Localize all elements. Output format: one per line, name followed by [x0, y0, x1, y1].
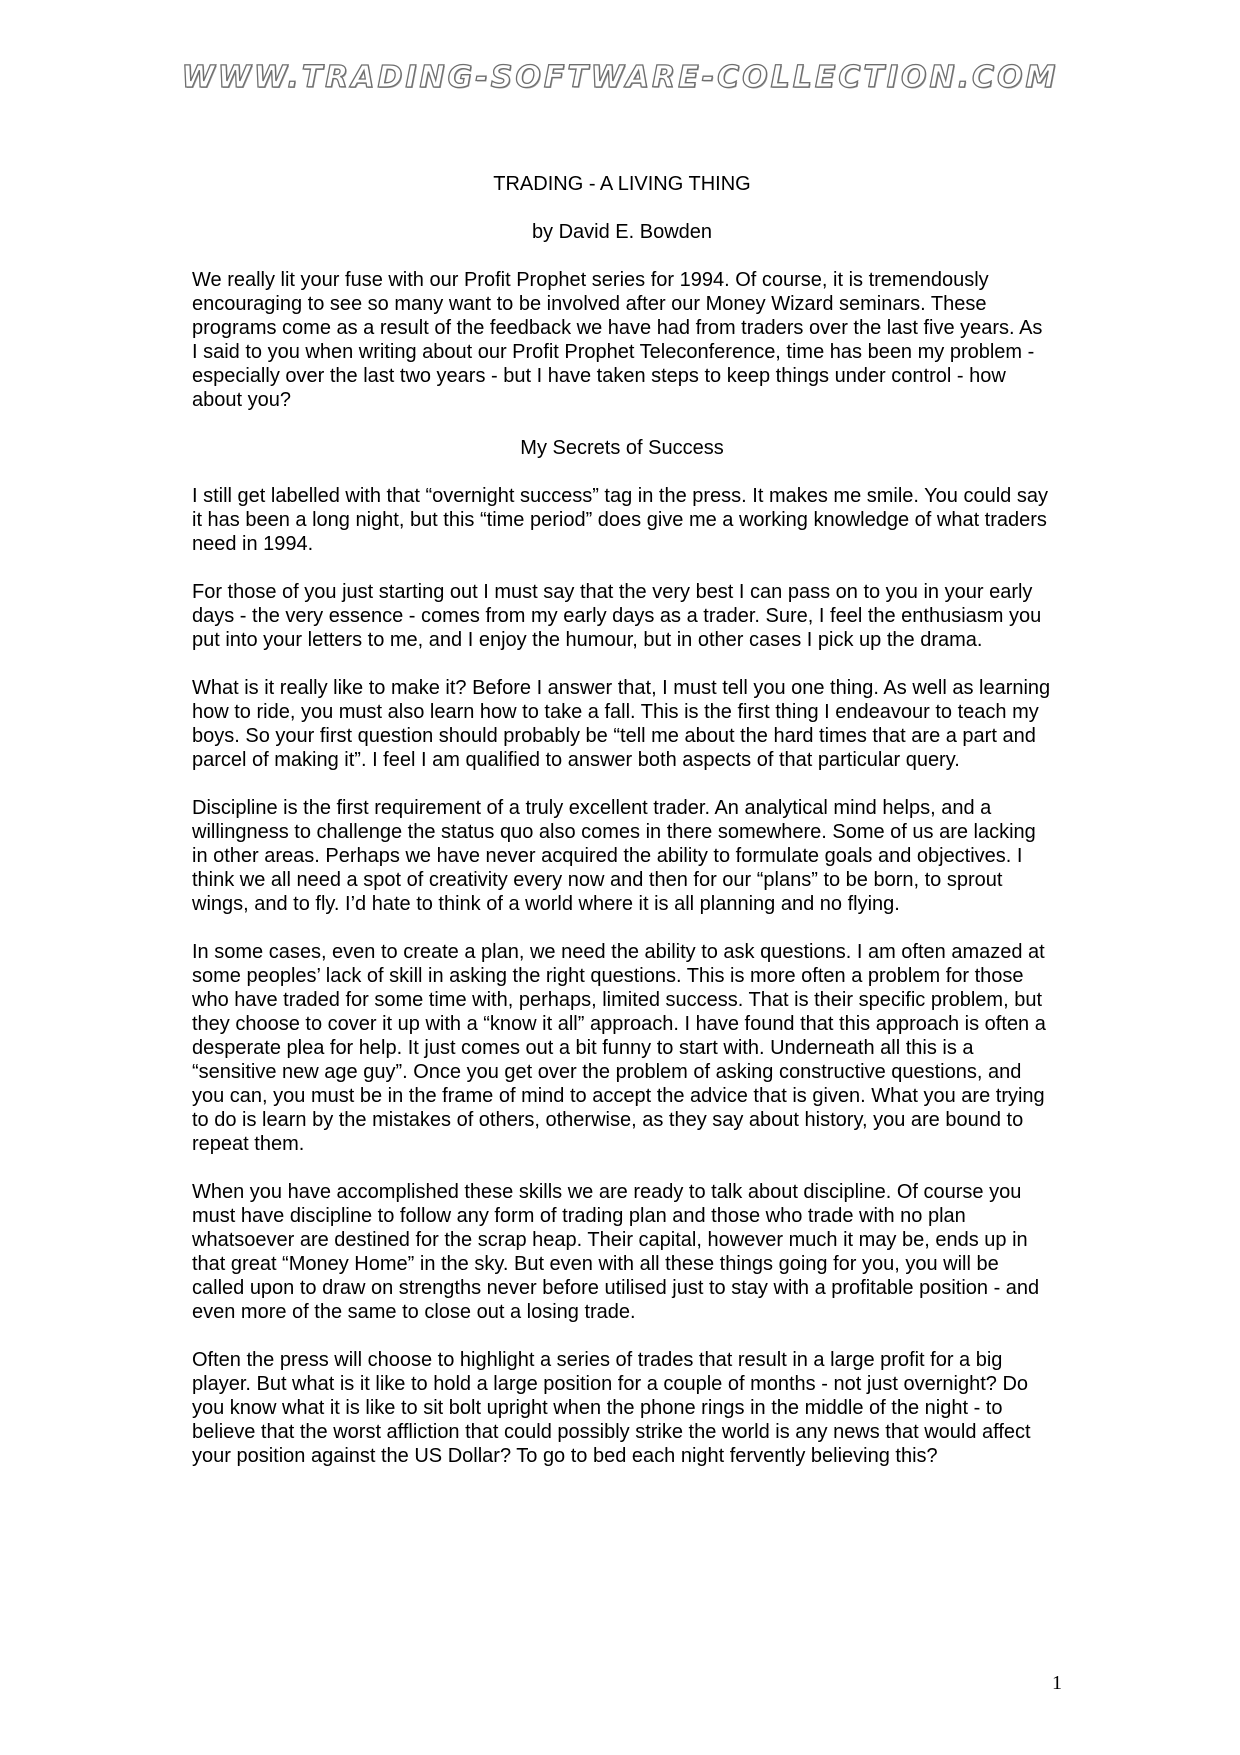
document-byline: by David E. Bowden: [531, 221, 713, 243]
body-paragraph: Discipline is the first requirement of a truly excellent trader. An analytical mind helps, and a willingness to challenge the status quo also comes in there somewhere. Some of us are lacking in other areas. Perhaps we have never acquired the ability to formulate goals and objectives. I think we all need a spot of creativity every now and then for our “plans” to be born, to sprout wings, and to fly. I’d hate to think of a world where it is all planning and no flying.: [192, 797, 1036, 915]
document-body: [192, 172, 1052, 1492]
body-paragraph: Often the press will choose to highlight a series of trades that result in a large profit for a big player. But what is it like to hold a large position for a couple of months - not just overnight? Do you know what it is like to sit bolt upright when the phone rings in the middle of the night - to believe that the worst affliction that could possibly strike the world is any news that would affect your position against the US Dollar? To go to bed each night fervently believing this?: [192, 1349, 1031, 1467]
body-paragraph: In some cases, even to create a plan, we need the ability to ask questions. I am often amazed at some peoples’ lack of skill in asking the right questions. This is more often a problem for those who have traded for some time with, perhaps, limited success. That is their specific problem, but they choose to cover it up with a “know it all” approach. I have found that this approach is often a desperate plea for help. It just comes out a bit funny to start with. Underneath all this is a “sensitive new age guy”. Once you get over the problem of asking constructive questions, and you can, you must be in the frame of mind to accept the advice that is given. What you are trying to do is learn by the mistakes of others, otherwise, as they say about history, you are bound to repeat them.: [192, 941, 1046, 1155]
intro-paragraph: We really lit your fuse with our Profit Prophet series for 1994. Of course, it is tremendously encouraging to see so many want to be involved after our Money Wizard seminars. These programs come as a result of the feedback we have had from traders over the last five years. As I said to you when writing about our Profit Prophet Teleconference, time has been my problem - especially over the last two years - but I have taken steps to keep things under control - how about you?: [192, 269, 1043, 411]
body-paragraph: For those of you just starting out I must say that the very best I can pass on to you in your early days - the very essence - comes from my early days as a trader. Sure, I feel the enthusiasm you put into your letters to me, and I enjoy the humour, but in other cases I pick up the drama.: [192, 581, 1042, 651]
page-number: 1: [1052, 1672, 1062, 1694]
body-paragraph: I still get labelled with that “overnight success” tag in the press. It makes me smile. You could say it has been a long night, but this “time period” does give me a working knowledge of what traders need in 1994.: [192, 485, 1048, 555]
body-paragraph: What is it really like to make it? Before I answer that, I must tell you one thing. As well as learning how to ride, you must also learn how to take a fall. This is the first thing I endeavour to teach my boys. So your first question should probably be “tell me about the hard times that are a part and parcel of making it”. I feel I am qualified to answer both aspects of that particular query.: [192, 677, 1051, 771]
site-url-header: WWW.TRADING-SOFTWARE-COLLECTION.COM: [181, 60, 1059, 95]
section-heading: My Secrets of Success: [520, 437, 724, 459]
document-title: TRADING - A LIVING THING: [493, 173, 751, 195]
body-paragraph: When you have accomplished these skills we are ready to talk about discipline. Of course you must have discipline to follow any form of trading plan and those who trade with no plan whatsoever are destined for the scrap heap. Their capital, however much it may be, ends up in that great “Money Home” in the sky. But even with all these things going for you, you will be called upon to draw on strengths never before utilised just to stay with a profitable position - and even more of the same to close out a losing trade.: [192, 1181, 1040, 1323]
